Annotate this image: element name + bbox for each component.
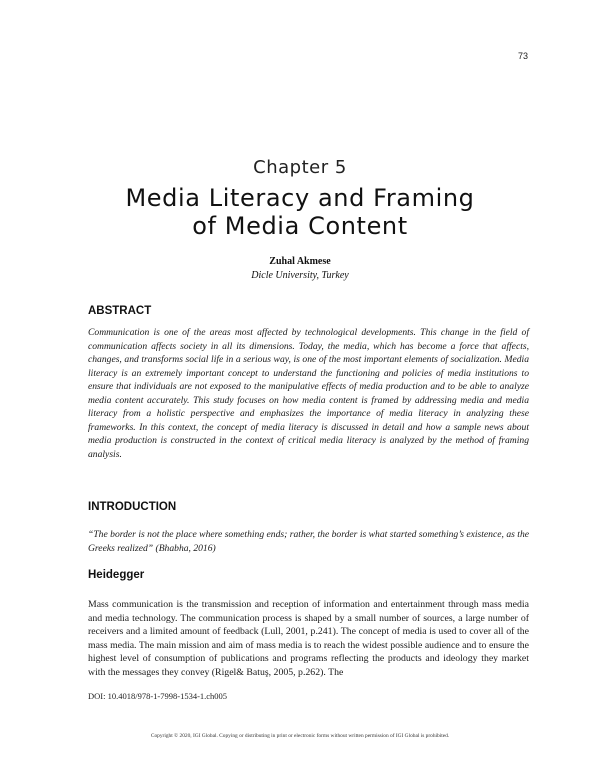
body-paragraph: Mass communication is the transmission and reception of information and entertainment through mass media and media technology. The communication process is shaped by a small number of sources, a large number of receivers and a limited amount of feedback (Lull, 2001, p.241). The concept of media is used to cover all of the mass media. The main mission and aim of mass media is to reach the widest possible audience and to ensure the highest level of consumption of publications and programs reflecting the products and ideology they market with the messages they convey (Rigel& Batuş, 2005, p.262). The [88, 599, 529, 678]
section-heading: Heidegger [88, 569, 145, 581]
chapter-title-line-1: Media Literacy and Framing [125, 184, 475, 212]
abstract-text: Communication is one of the areas most affected by technological developments. This change in the field of communication affects society in all its dimensions. Today, the media, which has become a force that affects, changes, and transforms social life in a serious way, is one of the most important elements of socialization. Media literacy is an extremely important concept to understand the functioning and policies of media institutions to ensure that individuals are not exposed to the manipulative effects of media production and to be able to analyze media content accurately. This study focuses on how media content is framed by addressing media and media literacy from a holistic perspective and emphasizes the importance of media literacy in analyzing these frameworks. In this context, the concept of media literacy is discussed in detail and how a sample news about media production is constructed in the context of critical media literacy is analyzed by the method of framing analysis. [88, 327, 529, 460]
doi-reference: DOI: 10.4018/978-1-7998-1534-1.ch005 [88, 691, 228, 701]
chapter-title [0, 184, 600, 240]
epigraph-quote: “The border is not the place where something ends; rather, the border is what started something’s existence, as the Greeks realized” (Bhabha, 2016) [88, 529, 529, 554]
chapter-title-line-2: of Media Content [192, 212, 408, 240]
introduction-heading: INTRODUCTION [88, 501, 177, 513]
abstract-heading: ABSTRACT [88, 305, 152, 317]
copyright-notice: Copyright © 2020, IGI Global. Copying or distributing in print or electronic forms without written permission of IGI Global is prohibited. [150, 733, 450, 739]
author-name: Zuhal Akmese [269, 256, 331, 267]
page-number: 73 [517, 51, 528, 61]
chapter-label: Chapter 5 [253, 157, 347, 178]
author-affiliation: Dicle University, Turkey [251, 270, 349, 281]
